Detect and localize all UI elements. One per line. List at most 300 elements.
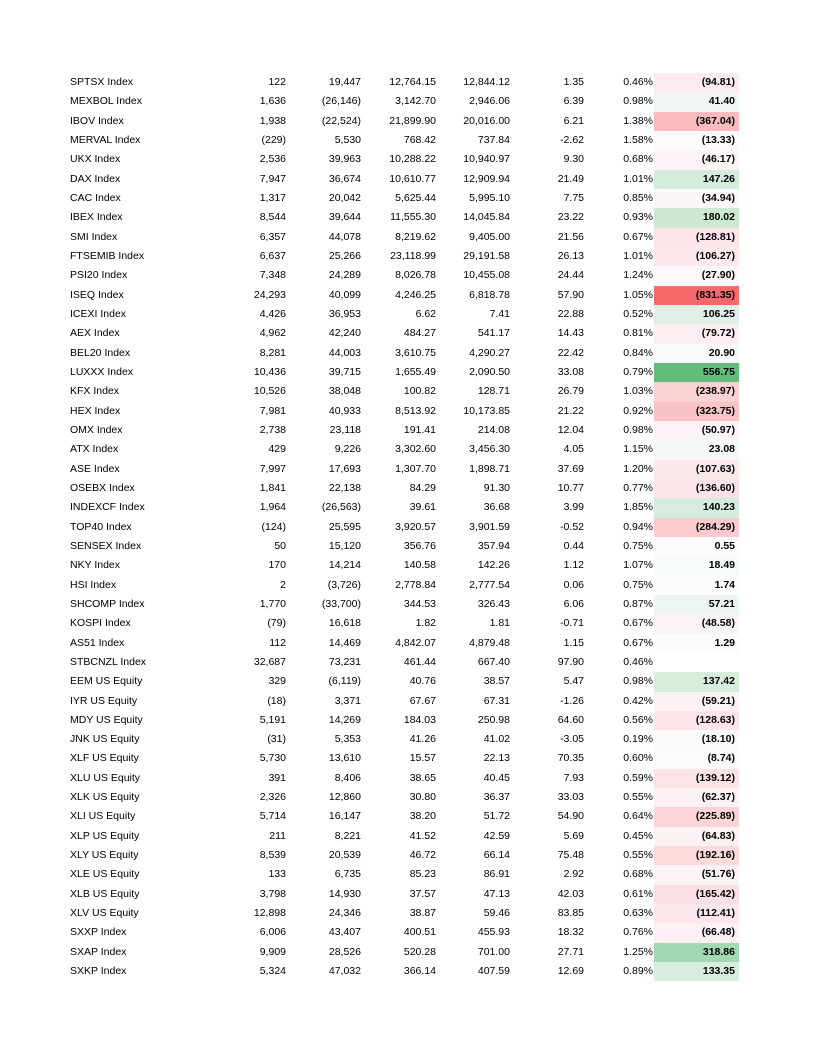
exposure-cell: 40,099 <box>328 288 361 301</box>
instrument-name: ICEXI Index <box>70 307 127 320</box>
start-price-cell: 191.41 <box>403 423 436 436</box>
end-price-cell: 41.02 <box>483 733 510 746</box>
percent-cell: 0.67% <box>623 230 653 243</box>
instrument-name: XLV US Equity <box>70 907 139 920</box>
position-cell: 8,281 <box>259 346 286 359</box>
pnl-cell: (323.75) <box>654 402 739 421</box>
table-row <box>0 749 816 768</box>
end-price-cell: 91.30 <box>483 481 510 494</box>
data-table <box>0 73 816 981</box>
position-cell: 12,898 <box>253 907 286 920</box>
instrument-name: SENSEX Index <box>70 539 142 552</box>
exposure-cell: 9,226 <box>334 443 361 456</box>
start-price-cell: 30.80 <box>409 791 436 804</box>
table-row <box>0 653 816 672</box>
return-cell: 64.60 <box>557 713 584 726</box>
percent-cell: 0.98% <box>623 675 653 688</box>
position-cell: 1,636 <box>259 95 286 108</box>
table-row <box>0 556 816 575</box>
end-price-cell: 1.81 <box>489 617 510 630</box>
instrument-name: OMX Index <box>70 423 123 436</box>
exposure-cell: 44,078 <box>328 230 361 243</box>
pnl-cell <box>654 653 739 672</box>
pnl-cell: (64.83) <box>654 827 739 846</box>
table-row <box>0 614 816 633</box>
percent-cell: 0.85% <box>623 191 653 204</box>
table-row <box>0 363 816 382</box>
table-row <box>0 595 816 614</box>
end-price-cell: 455.93 <box>477 926 510 939</box>
percent-cell: 1.07% <box>623 559 653 572</box>
start-price-cell: 21,899.90 <box>389 114 436 127</box>
exposure-cell: 25,266 <box>328 249 361 262</box>
end-price-cell: 59.46 <box>483 907 510 920</box>
end-price-cell: 667.40 <box>477 655 510 668</box>
end-price-cell: 2,946.06 <box>469 95 510 108</box>
instrument-name: JNK US Equity <box>70 733 140 746</box>
return-cell: 33.08 <box>557 365 584 378</box>
instrument-name: XLE US Equity <box>70 868 140 881</box>
exposure-cell: 8,221 <box>334 829 361 842</box>
exposure-cell: 47,032 <box>328 965 361 978</box>
pnl-cell: (13.33) <box>654 131 739 150</box>
instrument-name: DAX Index <box>70 172 121 185</box>
position-cell: 32,687 <box>253 655 286 668</box>
instrument-name: SXAP Index <box>70 945 127 958</box>
pnl-cell: (48.58) <box>654 614 739 633</box>
position-cell: 7,947 <box>259 172 286 185</box>
start-price-cell: 10,610.77 <box>389 172 436 185</box>
exposure-cell: 5,353 <box>334 733 361 746</box>
position-cell: 1,317 <box>259 191 286 204</box>
exposure-cell: 15,120 <box>328 539 361 552</box>
start-price-cell: 38.20 <box>409 810 436 823</box>
start-price-cell: 38.65 <box>409 771 436 784</box>
pnl-cell: (284.29) <box>654 518 739 537</box>
percent-cell: 0.63% <box>623 907 653 920</box>
table-row <box>0 827 816 846</box>
instrument-name: XLB US Equity <box>70 887 140 900</box>
pnl-cell: (51.76) <box>654 865 739 884</box>
end-price-cell: 9,405.00 <box>469 230 510 243</box>
return-cell: 26.79 <box>557 385 584 398</box>
return-cell: 97.90 <box>557 655 584 668</box>
start-price-cell: 461.44 <box>403 655 436 668</box>
end-price-cell: 1,898.71 <box>469 462 510 475</box>
return-cell: 37.69 <box>557 462 584 475</box>
pnl-cell: (367.04) <box>654 112 739 131</box>
pnl-cell: (139.12) <box>654 769 739 788</box>
percent-cell: 1.38% <box>623 114 653 127</box>
pnl-cell: (238.97) <box>654 382 739 401</box>
instrument-name: KOSPI Index <box>70 617 131 630</box>
percent-cell: 0.55% <box>623 791 653 804</box>
pnl-cell: (165.42) <box>654 885 739 904</box>
position-cell: 5,730 <box>259 752 286 765</box>
end-price-cell: 29,191.58 <box>463 249 510 262</box>
percent-cell: 1.85% <box>623 501 653 514</box>
start-price-cell: 38.87 <box>409 907 436 920</box>
return-cell: -1.26 <box>560 694 584 707</box>
percent-cell: 0.68% <box>623 153 653 166</box>
pnl-cell: 57.21 <box>654 595 739 614</box>
instrument-name: SXKP Index <box>70 965 127 978</box>
exposure-cell: 39,644 <box>328 211 361 224</box>
position-cell: (229) <box>261 133 286 146</box>
position-cell: 429 <box>268 443 286 456</box>
percent-cell: 0.59% <box>623 771 653 784</box>
table-row <box>0 634 816 653</box>
position-cell: 122 <box>268 76 286 88</box>
instrument-name: LUXXX Index <box>70 365 134 378</box>
return-cell: 4.05 <box>563 443 584 456</box>
return-cell: 21.56 <box>557 230 584 243</box>
percent-cell: 1.20% <box>623 462 653 475</box>
end-price-cell: 12,844.12 <box>463 76 510 88</box>
pnl-cell: (18.10) <box>654 730 739 749</box>
return-cell: 7.93 <box>563 771 584 784</box>
instrument-name: NKY Index <box>70 559 121 572</box>
table-row <box>0 189 816 208</box>
pnl-cell: 106.25 <box>654 305 739 324</box>
end-price-cell: 67.31 <box>483 694 510 707</box>
exposure-cell: 73,231 <box>328 655 361 668</box>
percent-cell: 1.25% <box>623 945 653 958</box>
instrument-name: IYR US Equity <box>70 694 138 707</box>
start-price-cell: 41.26 <box>409 733 436 746</box>
return-cell: 5.47 <box>563 675 584 688</box>
table-row <box>0 576 816 595</box>
percent-cell: 0.75% <box>623 578 653 591</box>
exposure-cell: 13,610 <box>328 752 361 765</box>
start-price-cell: 46.72 <box>409 849 436 862</box>
instrument-name: STBCNZL Index <box>70 655 147 668</box>
end-price-cell: 7.41 <box>489 307 510 320</box>
position-cell: 7,981 <box>259 404 286 417</box>
end-price-cell: 14,045.84 <box>463 211 510 224</box>
instrument-name: EEM US Equity <box>70 675 143 688</box>
end-price-cell: 250.98 <box>477 713 510 726</box>
return-cell: 12.04 <box>557 423 584 436</box>
start-price-cell: 3,610.75 <box>395 346 436 359</box>
pnl-cell: (112.41) <box>654 904 739 923</box>
exposure-cell: 42,240 <box>328 327 361 340</box>
table-row <box>0 846 816 865</box>
start-price-cell: 344.53 <box>403 597 436 610</box>
return-cell: 22.88 <box>557 307 584 320</box>
end-price-cell: 66.14 <box>483 849 510 862</box>
percent-cell: 1.15% <box>623 443 653 456</box>
exposure-cell: 44,003 <box>328 346 361 359</box>
pnl-cell: 18.49 <box>654 556 739 575</box>
start-price-cell: 768.42 <box>403 133 436 146</box>
instrument-name: XLF US Equity <box>70 752 139 765</box>
pnl-cell: (225.89) <box>654 807 739 826</box>
position-cell: 1,964 <box>259 501 286 514</box>
pnl-cell: (136.60) <box>654 479 739 498</box>
position-cell: 329 <box>268 675 286 688</box>
position-cell: 3,798 <box>259 887 286 900</box>
return-cell: 6.21 <box>563 114 584 127</box>
table-row <box>0 537 816 556</box>
return-cell: 1.35 <box>563 76 584 88</box>
end-price-cell: 10,940.97 <box>463 153 510 166</box>
instrument-name: CAC Index <box>70 191 121 204</box>
position-cell: 5,714 <box>259 810 286 823</box>
return-cell: 0.44 <box>563 539 584 552</box>
table-row <box>0 460 816 479</box>
instrument-name: SPTSX Index <box>70 76 134 88</box>
exposure-cell: 23,118 <box>329 423 361 436</box>
end-price-cell: 10,173.85 <box>463 404 510 417</box>
start-price-cell: 85.23 <box>409 868 436 881</box>
return-cell: 83.85 <box>557 907 584 920</box>
exposure-cell: (3,726) <box>327 578 361 591</box>
return-cell: -3.05 <box>560 733 584 746</box>
position-cell: 2 <box>280 578 286 591</box>
pnl-cell: (46.17) <box>654 150 739 169</box>
pnl-cell: 41.40 <box>654 92 739 111</box>
exposure-cell: 38,048 <box>328 385 361 398</box>
pnl-cell: (27.90) <box>654 266 739 285</box>
position-cell: 7,348 <box>259 269 286 282</box>
position-cell: 2,326 <box>259 791 286 804</box>
end-price-cell: 38.57 <box>483 675 510 688</box>
table-row <box>0 807 816 826</box>
table-row <box>0 962 816 981</box>
table-row <box>0 885 816 904</box>
pnl-cell: (831.35) <box>654 286 739 305</box>
percent-cell: 0.56% <box>623 713 653 726</box>
table-row <box>0 324 816 343</box>
position-cell: 8,539 <box>259 849 286 862</box>
start-price-cell: 4,246.25 <box>395 288 436 301</box>
table-row <box>0 208 816 227</box>
instrument-name: ATX Index <box>70 443 119 456</box>
start-price-cell: 184.03 <box>403 713 436 726</box>
end-price-cell: 357.94 <box>477 539 510 552</box>
table-row <box>0 518 816 537</box>
end-price-cell: 214.08 <box>477 423 510 436</box>
instrument-name: KFX Index <box>70 385 120 398</box>
start-price-cell: 400.51 <box>403 926 436 939</box>
percent-cell: 0.61% <box>623 887 653 900</box>
position-cell: 5,324 <box>259 965 286 978</box>
end-price-cell: 20,016.00 <box>463 114 510 127</box>
return-cell: 21.22 <box>557 404 584 417</box>
start-price-cell: 1,655.49 <box>395 365 436 378</box>
return-cell: 0.06 <box>563 578 584 591</box>
pnl-cell: (94.81) <box>654 73 739 92</box>
end-price-cell: 6,818.78 <box>469 288 510 301</box>
instrument-name: XLP US Equity <box>70 829 140 842</box>
pnl-cell: 1.29 <box>654 634 739 653</box>
start-price-cell: 1,307.70 <box>395 462 436 475</box>
exposure-cell: 14,214 <box>328 559 361 572</box>
start-price-cell: 100.82 <box>403 385 436 398</box>
position-cell: 7,997 <box>259 462 286 475</box>
end-price-cell: 3,456.30 <box>469 443 510 456</box>
exposure-cell: 28,526 <box>328 945 361 958</box>
pnl-cell: (107.63) <box>654 460 739 479</box>
start-price-cell: 140.58 <box>403 559 436 572</box>
return-cell: 54.90 <box>557 810 584 823</box>
instrument-name: OSEBX Index <box>70 481 135 494</box>
start-price-cell: 366.14 <box>403 965 436 978</box>
start-price-cell: 40.76 <box>409 675 436 688</box>
return-cell: 6.06 <box>563 597 584 610</box>
start-price-cell: 12,764.15 <box>389 76 436 88</box>
return-cell: 5.69 <box>563 829 584 842</box>
position-cell: 4,426 <box>259 307 286 320</box>
start-price-cell: 1.82 <box>415 617 436 630</box>
pnl-cell: 556.75 <box>654 363 739 382</box>
exposure-cell: 8,406 <box>334 771 361 784</box>
table-row <box>0 305 816 324</box>
exposure-cell: 20,539 <box>328 849 361 862</box>
instrument-name: XLU US Equity <box>70 771 141 784</box>
percent-cell: 1.24% <box>623 269 653 282</box>
pnl-cell: 147.26 <box>654 170 739 189</box>
pnl-cell: (8.74) <box>654 749 739 768</box>
table-row <box>0 286 816 305</box>
start-price-cell: 41.52 <box>409 829 436 842</box>
return-cell: 21.49 <box>557 172 584 185</box>
exposure-cell: 14,469 <box>328 636 361 649</box>
instrument-name: UKX Index <box>70 153 121 166</box>
return-cell: 9.30 <box>563 153 584 166</box>
table-row <box>0 92 816 111</box>
end-price-cell: 3,901.59 <box>469 520 510 533</box>
position-cell: 10,436 <box>253 365 286 378</box>
return-cell: 57.90 <box>557 288 584 301</box>
instrument-name: MERVAL Index <box>70 133 141 146</box>
instrument-name: IBOV Index <box>70 114 124 127</box>
percent-cell: 0.67% <box>623 617 653 630</box>
end-price-cell: 2,090.50 <box>469 365 510 378</box>
percent-cell: 0.93% <box>623 211 653 224</box>
return-cell: -0.52 <box>560 520 584 533</box>
start-price-cell: 2,778.84 <box>395 578 436 591</box>
return-cell: 7.75 <box>563 191 584 204</box>
table-row <box>0 711 816 730</box>
start-price-cell: 39.61 <box>409 501 436 514</box>
pnl-cell: 20.90 <box>654 344 739 363</box>
table-row <box>0 73 816 92</box>
return-cell: 75.48 <box>557 849 584 862</box>
start-price-cell: 520.28 <box>403 945 436 958</box>
start-price-cell: 3,302.60 <box>395 443 436 456</box>
end-price-cell: 128.71 <box>477 385 510 398</box>
percent-cell: 0.92% <box>623 404 653 417</box>
return-cell: 1.12 <box>563 559 584 572</box>
instrument-name: HSI Index <box>70 578 117 591</box>
instrument-name: PSI20 Index <box>70 269 128 282</box>
exposure-cell: 24,289 <box>328 269 361 282</box>
position-cell: (31) <box>267 733 286 746</box>
percent-cell: 0.46% <box>623 76 653 88</box>
return-cell: 26.13 <box>557 249 584 262</box>
start-price-cell: 484.27 <box>403 327 436 340</box>
position-cell: (124) <box>261 520 286 533</box>
start-price-cell: 10,288.22 <box>389 153 436 166</box>
position-cell: 112 <box>269 636 286 649</box>
end-price-cell: 51.72 <box>483 810 510 823</box>
instrument-name: HEX Index <box>70 404 121 417</box>
exposure-cell: 16,618 <box>328 617 361 630</box>
start-price-cell: 8,219.62 <box>395 230 436 243</box>
return-cell: 33.03 <box>557 791 584 804</box>
table-row <box>0 266 816 285</box>
table-row <box>0 788 816 807</box>
instrument-name: XLI US Equity <box>70 810 136 823</box>
position-cell: 133 <box>268 868 286 881</box>
exposure-cell: 40,933 <box>328 404 361 417</box>
percent-cell: 0.81% <box>623 327 653 340</box>
percent-cell: 0.60% <box>623 752 653 765</box>
table-row <box>0 730 816 749</box>
end-price-cell: 701.00 <box>477 945 510 958</box>
return-cell: 1.15 <box>563 636 584 649</box>
percent-cell: 0.19% <box>623 733 653 746</box>
instrument-name: BEL20 Index <box>70 346 131 359</box>
start-price-cell: 3,920.57 <box>395 520 436 533</box>
position-cell: 1,770 <box>259 597 286 610</box>
pnl-cell: 140.23 <box>654 498 739 517</box>
percent-cell: 0.75% <box>623 539 653 552</box>
return-cell: 10.77 <box>557 481 584 494</box>
end-price-cell: 47.13 <box>483 887 510 900</box>
end-price-cell: 42.59 <box>483 829 510 842</box>
return-cell: 22.42 <box>557 346 584 359</box>
pnl-cell: 137.42 <box>654 672 739 691</box>
instrument-name: AEX Index <box>70 327 120 340</box>
table-row <box>0 440 816 459</box>
percent-cell: 0.98% <box>623 423 653 436</box>
pnl-cell: (50.97) <box>654 421 739 440</box>
percent-cell: 1.58% <box>623 133 653 146</box>
position-cell: 391 <box>268 771 286 784</box>
instrument-name: AS51 Index <box>70 636 125 649</box>
pnl-cell: (66.48) <box>654 923 739 942</box>
start-price-cell: 23,118.99 <box>390 249 436 262</box>
return-cell: 14.43 <box>557 327 584 340</box>
instrument-name: MEXBOL Index <box>70 95 142 108</box>
instrument-name: ISEQ Index <box>70 288 124 301</box>
position-cell: 6,637 <box>259 249 286 262</box>
exposure-cell: 43,407 <box>328 926 361 939</box>
end-price-cell: 40.45 <box>483 771 510 784</box>
table-row <box>0 112 816 131</box>
table-row <box>0 421 816 440</box>
table-row <box>0 672 816 691</box>
instrument-name: IBEX Index <box>70 211 123 224</box>
pnl-cell: 23.08 <box>654 440 739 459</box>
position-cell: 2,738 <box>259 423 286 436</box>
return-cell: 18.32 <box>557 926 584 939</box>
position-cell: 9,909 <box>259 945 286 958</box>
table-row <box>0 150 816 169</box>
end-price-cell: 86.91 <box>483 868 510 881</box>
position-cell: 10,526 <box>253 385 286 398</box>
table-row <box>0 382 816 401</box>
percent-cell: 1.05% <box>623 288 653 301</box>
position-cell: 50 <box>274 539 286 552</box>
pnl-cell: (62.37) <box>654 788 739 807</box>
exposure-cell: 19,447 <box>328 76 361 88</box>
exposure-cell: 39,963 <box>328 153 361 166</box>
end-price-cell: 36.37 <box>483 791 510 804</box>
